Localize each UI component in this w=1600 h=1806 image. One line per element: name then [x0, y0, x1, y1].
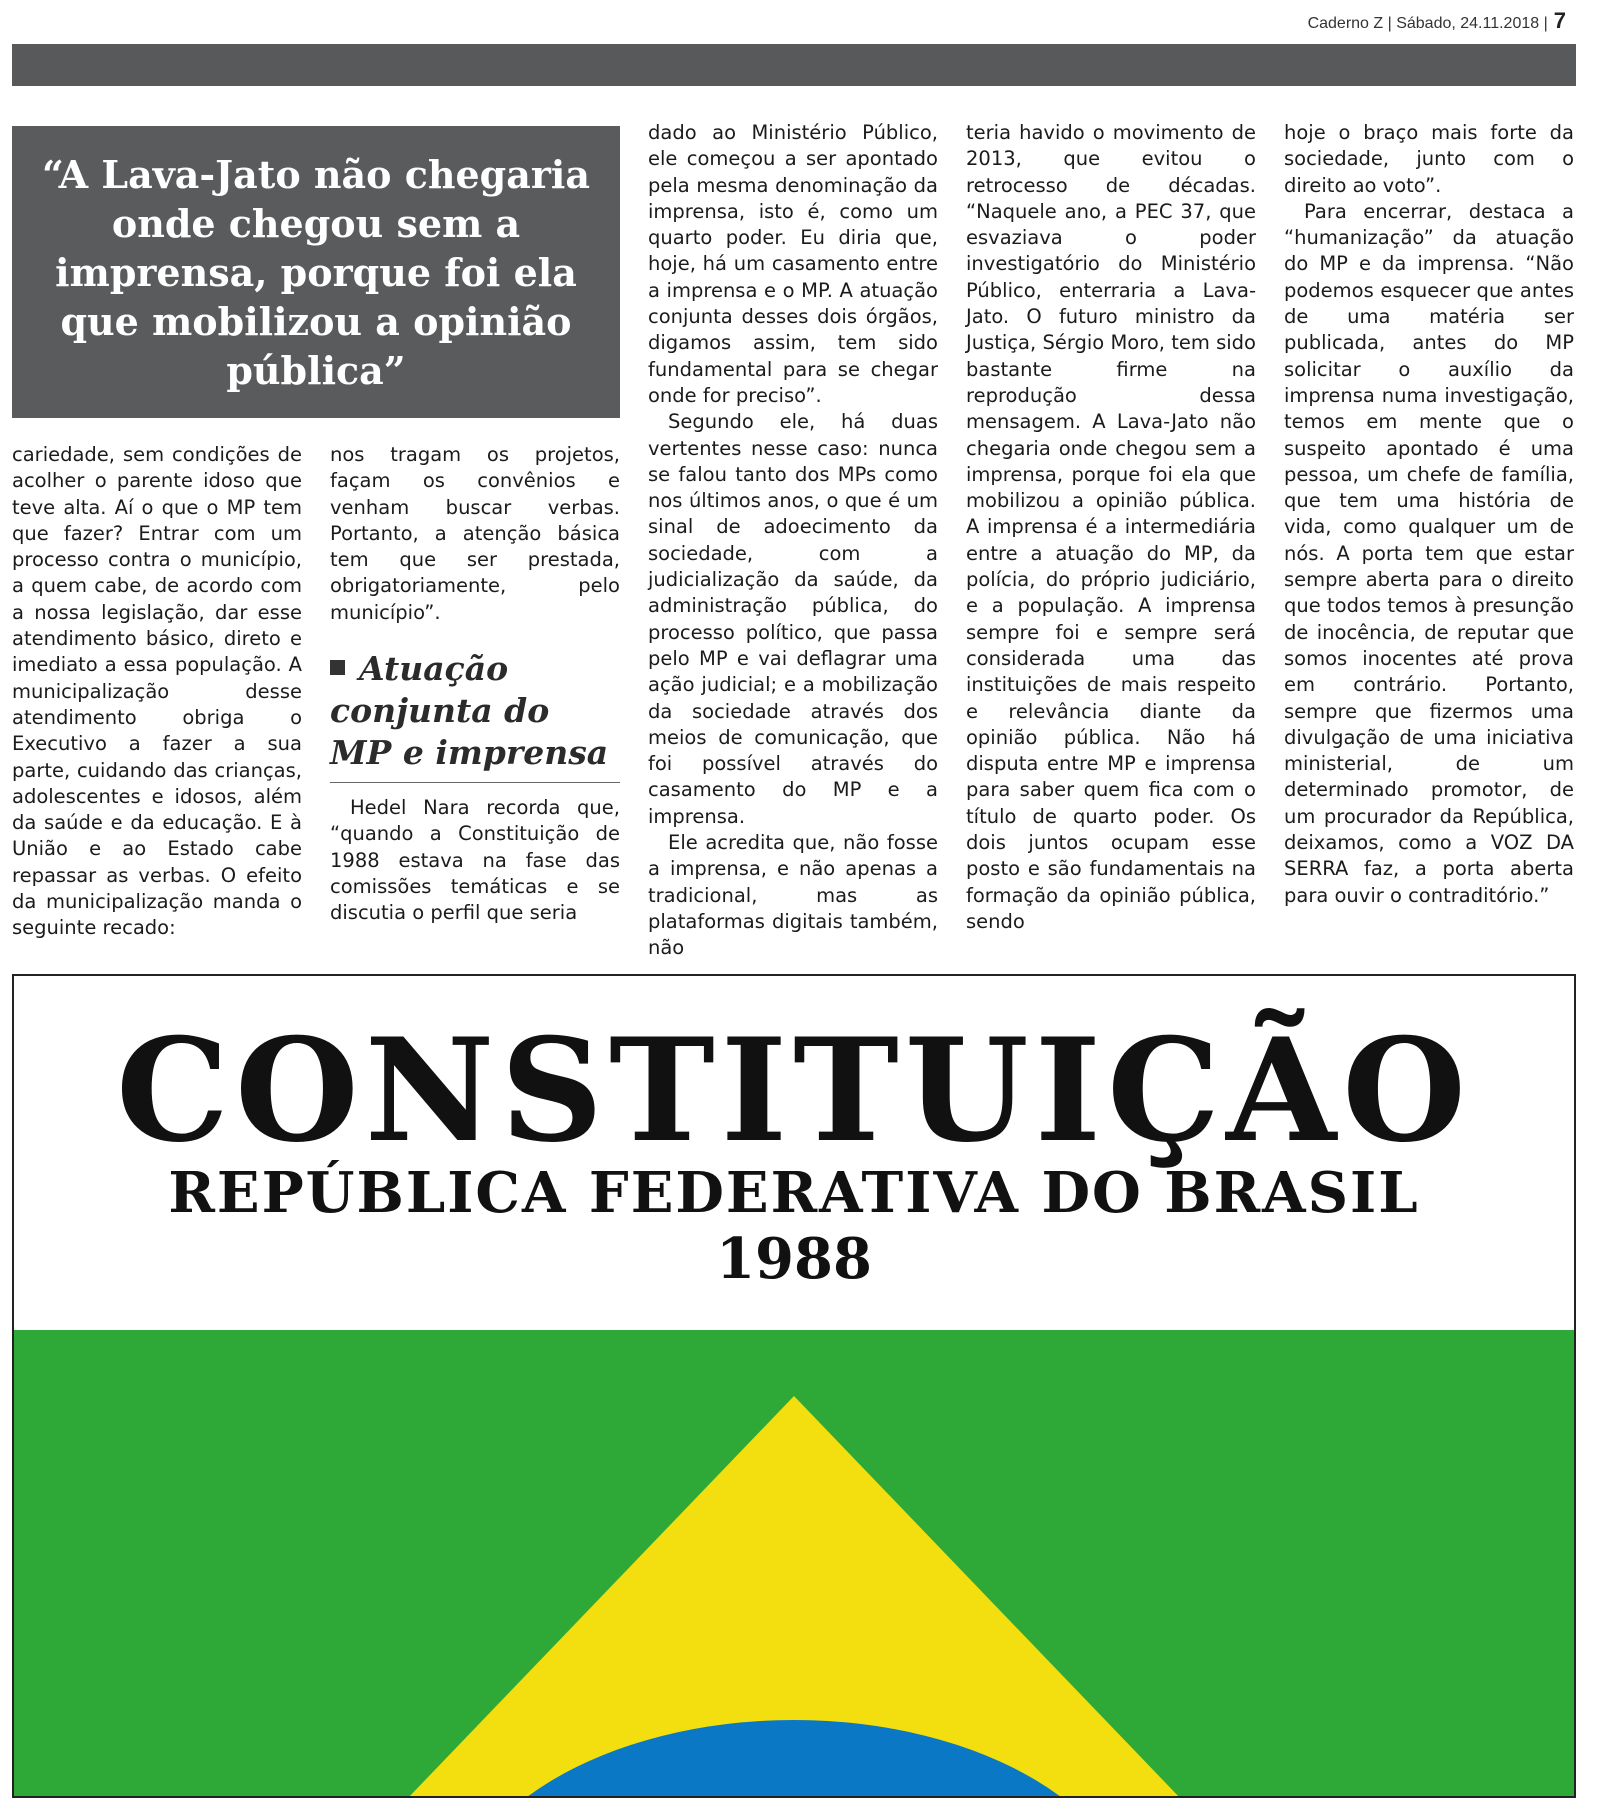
top-gray-bar: [12, 44, 1576, 86]
article-paragraph: teria havido o movimento de 2013, que evitou o retrocesso de décadas. “Naquele ano, a PEC 37, que esvaziava o poder investigatório do Ministério Público, enterraria a Lava-Jato. O futuro ministro da Justiça, Sérgio Moro, tem sido bastante firme na reprodução dessa mensagem. A Lava-Jato não chegaria onde chegou sem a imprensa, porque foi ela que mobilizou a opinião pública. A imprensa é a intermediária entre a atuação do MP, da polícia, do próprio judiciário, e a população. A imprensa sempre foi e sempre será considerada uma das instituições de mais respeito e relevância diante da opinião pública. Não há disputa entre MP e imprensa para saber quem fica com o título de quarto poder. Os dois juntos ocupam esse posto e são fundamentais na formação da opinião pública, sendo: [966, 121, 1256, 933]
article-paragraph: Hedel Nara recorda que, “quando a Constituição de 1988 estava na fase das comissões temáticas e se discutia o perfil que seria: [330, 796, 620, 925]
article-paragraph: Ele acredita que, não fosse a imprensa, e não apenas a tradicional, mas as plataformas digitais também, não: [648, 831, 938, 960]
section-subhead: [330, 648, 620, 783]
poster-subtitle: REPÚBLICA FEDERATIVA DO BRASIL: [168, 1160, 1420, 1226]
article-column-5: [1284, 120, 1574, 909]
article-paragraph: cariedade, sem condições de acolher o parente idoso que teve alta. Aí o que o MP tem que fazer? Entrar com um processo contra o município, a quem cabe, de acordo com a nossa legislação, dar esse atendimento básico, direto e imediato a essa população. A municipalização desse atendimento obriga o Executivo a fazer a sua parte, cuidando das crianças, adolescentes e idosos, além da saúde e da educação. E à União e ao Estado cabe repassar as verbas. O efeito da municipalização manda o seguinte recado:: [12, 443, 302, 940]
poster-title: CONSTITUIÇÃO: [116, 1008, 1472, 1174]
page-number: 7: [1553, 8, 1566, 33]
article-column-2: [330, 442, 620, 927]
page-header: [1308, 8, 1566, 34]
article-column-4: [966, 120, 1256, 935]
flag-shapes: [14, 1330, 1574, 1798]
article-paragraph: dado ao Ministério Público, ele começou a ser apontado pela mesma denominação da imprensa, isto é, como um quarto poder. Eu diria que, hoje, há um casamento entre a imprensa e o MP. A atuação conjunta desses dois órgãos, digamos assim, tem sido fundamental para se chegar onde for preciso”.: [648, 121, 938, 407]
article-paragraph: hoje o braço mais forte da sociedade, junto com o direito ao voto”.: [1284, 121, 1574, 197]
article-paragraph: Para encerrar, destaca a “humanização” da atuação do MP e da imprensa. “Não podemos esquecer que antes de uma matéria ser publicada, antes do MP solicitar o auxílio da imprensa numa investigação, temos em mente que o suspeito apontado é uma pessoa, um chefe de família, que tem uma história de vida, como qualquer um de nós. A porta tem que estar sempre aberta para o direito que todos temos à presunção de inocência, de reputar que somos inocentes até prova em contrário. Portanto, sempre que fizermos uma divulgação de uma iniciativa ministerial, de um determinado promotor, de um procurador da República, deixamos, como a VOZ DA SERRA faz, a porta aberta para ouvir o contraditório.”: [1284, 199, 1574, 907]
article-column-1: [12, 442, 302, 942]
constitution-poster: [12, 974, 1576, 1798]
publication-info: Caderno Z | Sábado, 24.11.2018 |: [1307, 15, 1548, 32]
square-bullet-icon: [330, 660, 345, 675]
article-paragraph: Segundo ele, há duas vertentes nesse caso: nunca se falou tanto dos MPs como nos últimos anos, o que é um sinal de adoecimento da sociedade, com a judicialização da saúde, da administração pública, do processo político, que passa pelo MP e vai deflagrar uma ação judicial; e a mobilização da sociedade através dos meios de comunicação, que foi possível através do casamento do MP e a imprensa.: [648, 410, 938, 828]
poster-year: 1988: [716, 1226, 872, 1292]
article-paragraph: nos tragam os projetos, façam os convênios e venham buscar verbas. Portanto, a atenção básica tem que ser prestada, obrigatoriamente, pelo município”.: [330, 443, 620, 624]
pull-quote-box: [12, 126, 620, 418]
pull-quote-text: “A Lava-Jato não chegaria onde chegou sem a imprensa, porque foi ela que mobilizou a opinião pública”: [42, 151, 590, 393]
subhead-text: Atuação conjunta do MP e imprensa: [330, 649, 609, 773]
article-column-3: [648, 120, 938, 962]
